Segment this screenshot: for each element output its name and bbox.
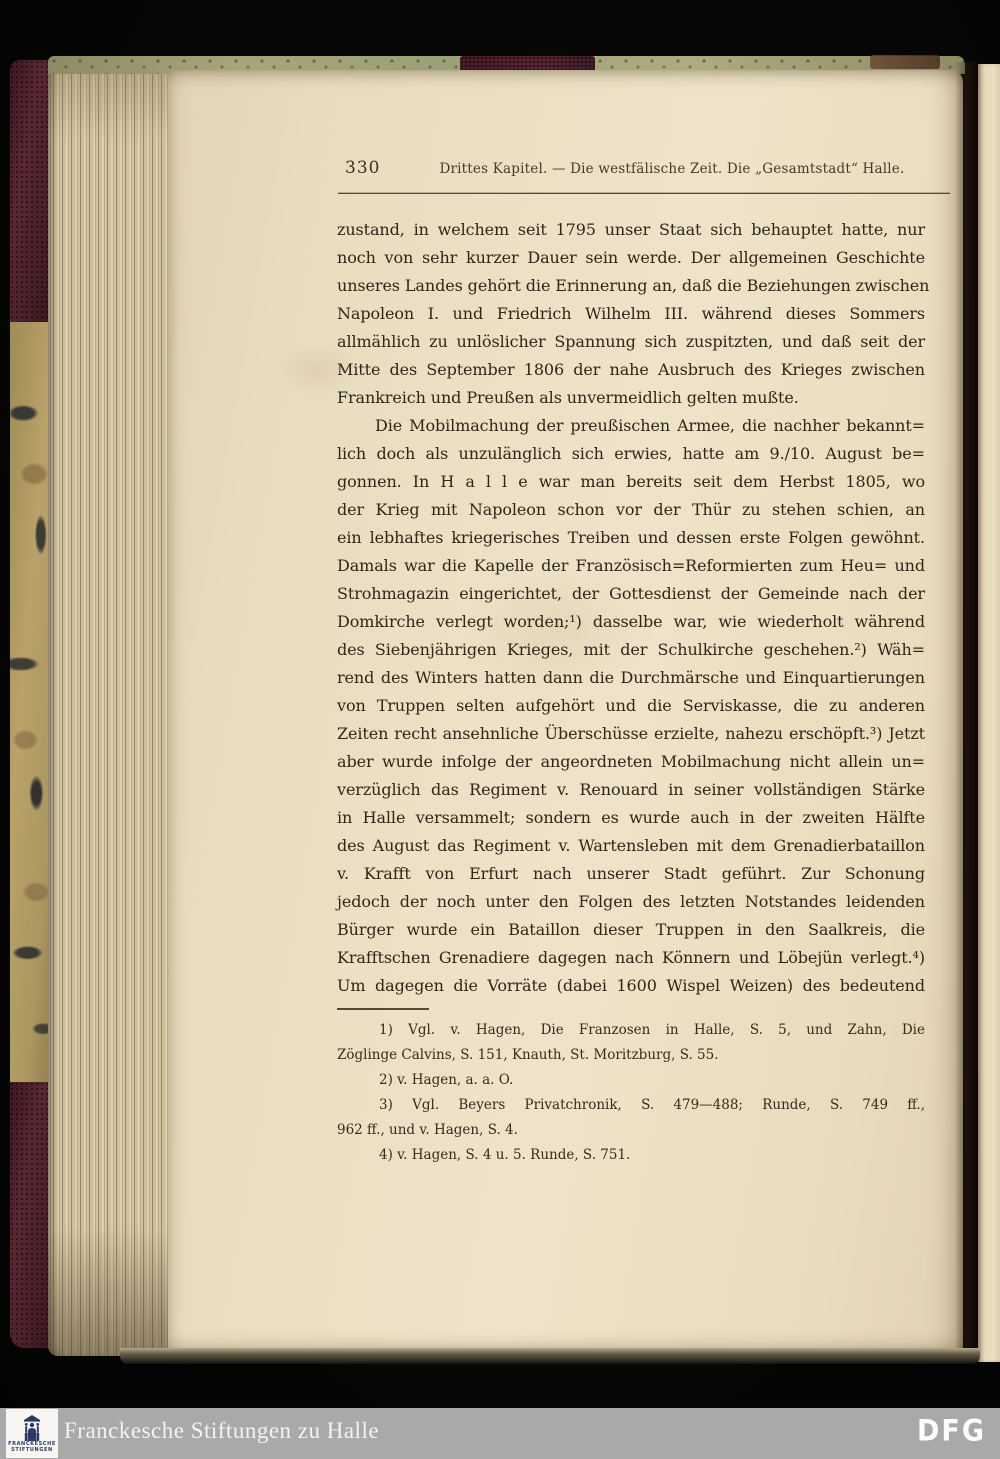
body-text-line: Zeiten recht ansehnliche Überschüsse erzielte, nahezu erschöpft.³) Jetzt	[337, 724, 925, 743]
body-text-line: des Siebenjährigen Krieges, mit der Schulkirche geschehen.²) Wäh=	[337, 640, 925, 659]
body-text-line: Mitte des September 1806 der nahe Ausbruch des Krieges zwischen	[337, 360, 925, 379]
header-rule	[338, 192, 950, 194]
page-bottom-edge	[120, 1348, 980, 1364]
footnote-line: 1) Vgl. v. Hagen, Die Franzosen in Halle, S. 5, und Zahn, Die	[379, 1022, 925, 1038]
book-page	[168, 70, 963, 1354]
body-text-line: v. Krafft von Erfurt nach unserer Stadt geführt. Zur Schonung	[337, 864, 925, 883]
body-text-line: Frankreich und Preußen als unvermeidlich gelten mußte.	[337, 388, 799, 407]
footnote-rule	[337, 1008, 429, 1010]
body-text-line: zustand, in welchem seit 1795 unser Staat sich behauptet hatte, nur	[337, 220, 925, 239]
footnotes	[337, 1022, 925, 1172]
body-text-line: Napoleon I. und Friedrich Wilhelm III. während dieses Sommers	[337, 304, 925, 323]
body-text-line: des August das Regiment v. Wartensleben mit dem Grenadierbataillon	[337, 836, 925, 855]
franckesche-stiftungen-logo	[6, 1409, 58, 1458]
footnote-line: 962 ff., und v. Hagen, S. 4.	[337, 1122, 518, 1138]
body-text-line: unseres Landes gehört die Erinnerung an, daß die Beziehungen zwischen	[337, 276, 930, 295]
running-title: Drittes Kapitel. — Die westfälische Zeit. Die „Gesamtstadt“ Halle.	[439, 161, 905, 177]
body-text-line: Krafftschen Grenadiere dagegen nach Könnern und Löbejün verlegt.⁴)	[337, 948, 925, 967]
body-text-line: Um dagegen die Vorräte (dabei 1600 Wispel Weizen) des bedeutend	[337, 976, 925, 995]
body-text	[337, 220, 930, 1004]
body-text-line: Die Mobilmachung der preußischen Armee, die nachher bekannt=	[375, 416, 925, 435]
provenance-bar	[0, 1408, 1000, 1459]
footnote-line: 4) v. Hagen, S. 4 u. 5. Runde, S. 751.	[379, 1147, 631, 1163]
body-text-line: allmählich zu unlöslicher Spannung sich zuspitzten, und daß seit der	[337, 332, 925, 351]
dfg-logo: DFG	[916, 1414, 986, 1449]
body-text-line: von Truppen selten aufgehört und die Serviskasse, die zu anderen	[337, 696, 925, 715]
body-text-line: Domkirche verlegt worden;¹) dasselbe war, wie wiederholt während	[337, 612, 925, 631]
body-text-line: Bürger wurde ein Bataillon dieser Truppen in den Saalkreis, die	[337, 920, 925, 939]
footnote-line: 3) Vgl. Beyers Privatchronik, S. 479—488; Runde, S. 749 ff.,	[379, 1097, 925, 1113]
logo-caption-line1: FRANCKESCHE	[8, 1440, 56, 1447]
body-text-line: jedoch der noch unter den Folgen des letzten Notstandes leidenden	[337, 892, 925, 911]
body-text-line: in Halle versammelt; sondern es wurde auch in der zweiten Hälfte	[337, 808, 925, 827]
logo-caption-line2: STIFTUNGEN	[11, 1446, 53, 1453]
footnote-line: Zöglinge Calvins, S. 151, Knauth, St. Moritzburg, S. 55.	[337, 1047, 719, 1063]
page-number: 330	[345, 158, 381, 178]
page-header	[337, 158, 927, 180]
page-fore-edges	[48, 64, 170, 1356]
facing-page-sliver	[978, 64, 1000, 1362]
body-text-line: aber wurde infolge der angeordneten Mobilmachung nicht allein un=	[337, 752, 925, 771]
body-text-line: lich doch als unzulänglich sich erwies, hatte am 9./10. August be=	[337, 444, 925, 463]
body-text-line: gonnen. In H a l l e war man bereits seit dem Herbst 1805, wo	[337, 472, 925, 491]
body-text-line: noch von sehr kurzer Dauer sein werde. Der allgemeinen Geschichte	[337, 248, 925, 267]
body-text-line: der Krieg mit Napoleon schon vor der Thür zu stehen schien, an	[337, 500, 925, 519]
body-text-line: Strohmagazin eingerichtet, der Gottesdienst der Gemeinde nach der	[337, 584, 925, 603]
franckesche-emblem-icon	[20, 1415, 44, 1441]
body-text-line: verzüglich das Regiment v. Renouard in seiner vollständigen Stärke	[337, 780, 925, 799]
book-top-edge-torn-patch	[870, 55, 940, 69]
body-text-line: Damals war die Kapelle der Französisch=Reformierten zum Heu= und	[337, 556, 925, 575]
body-text-line: rend des Winters hatten dann die Durchmärsche und Einquartierungen	[337, 668, 925, 687]
footnote-line: 2) v. Hagen, a. a. O.	[379, 1072, 514, 1088]
body-text-line: ein lebhaftes kriegerisches Treiben und dessen erste Folgen gewöhnt.	[337, 528, 925, 547]
institution-name: Franckesche Stiftungen zu Halle	[64, 1418, 380, 1443]
